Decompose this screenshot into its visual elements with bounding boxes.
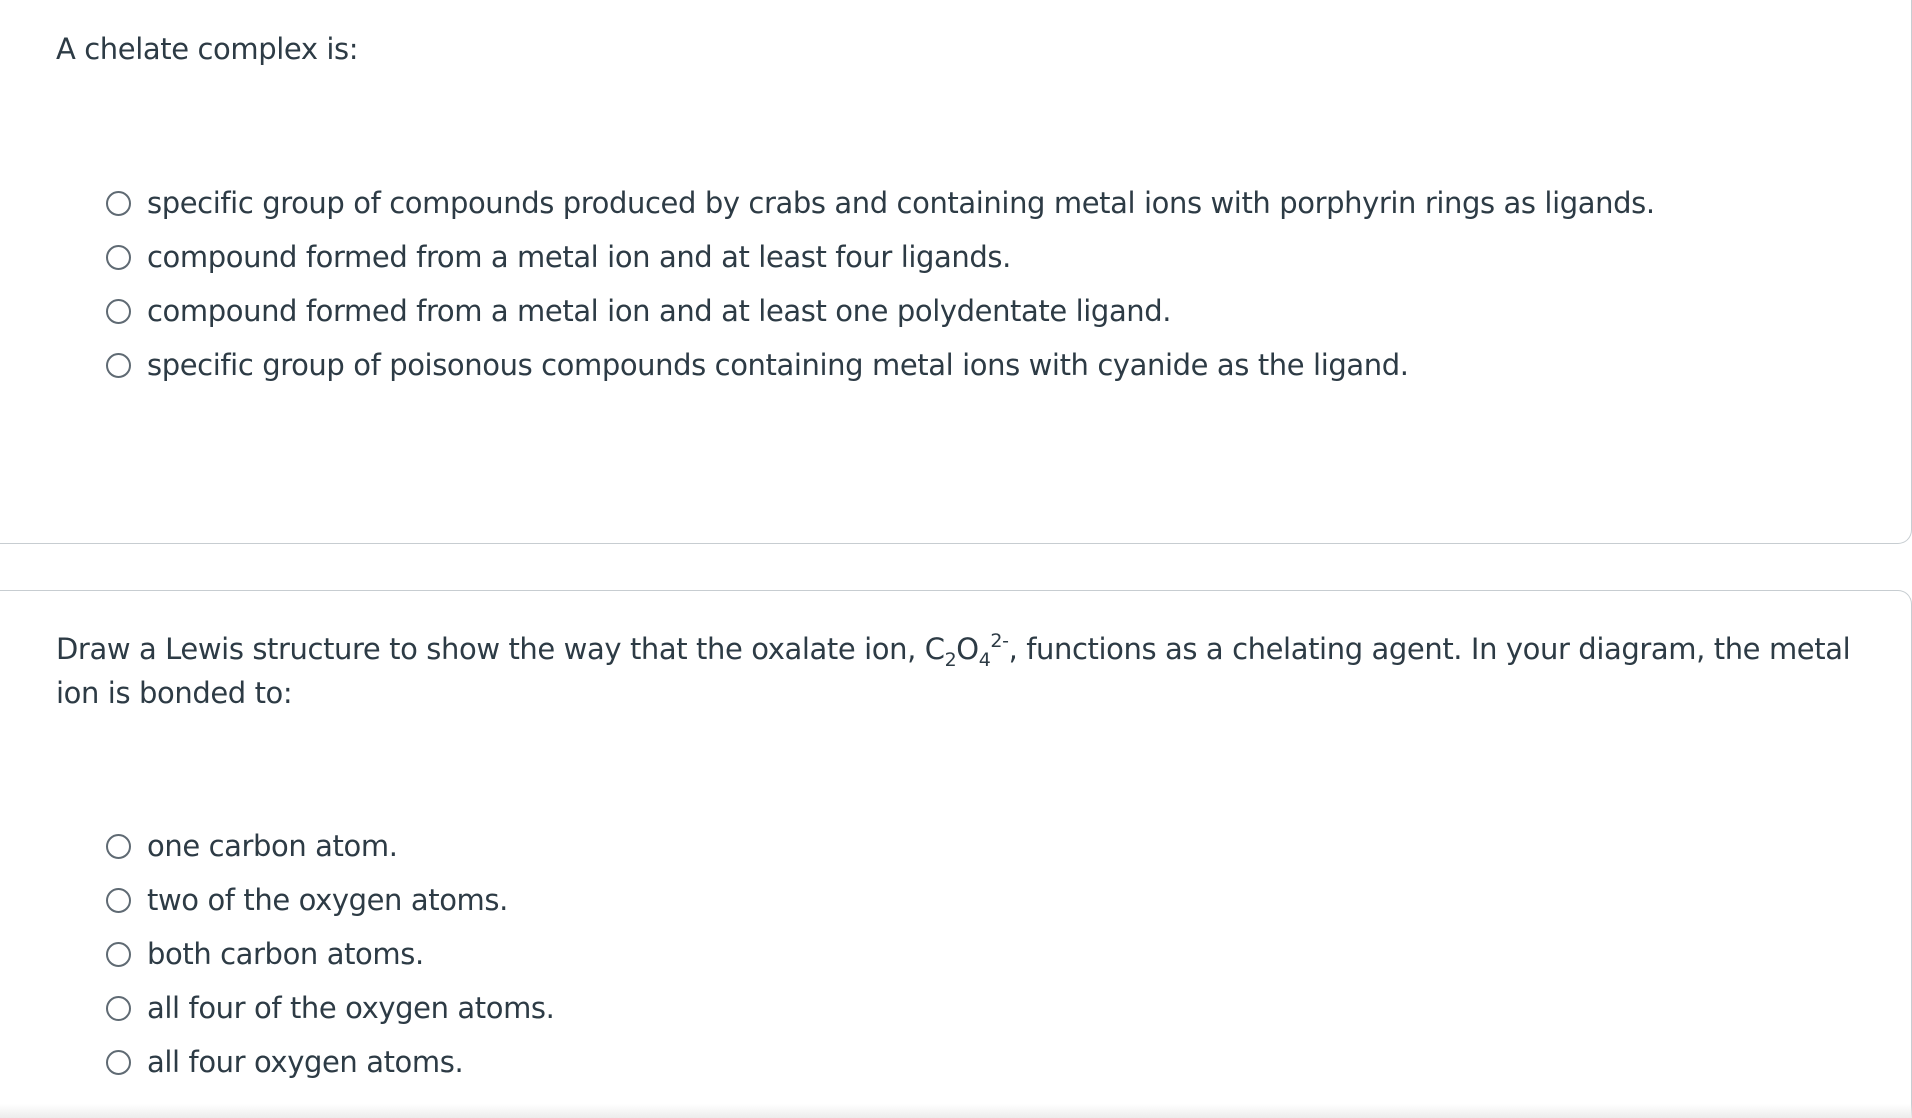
bottom-edge-shadow [0,1104,1912,1118]
answer-label[interactable]: all four of the oxygen atoms. [147,991,555,1025]
answer-option[interactable] [106,338,1655,392]
answer-label[interactable]: one carbon atom. [147,829,398,863]
answer-option[interactable] [106,927,554,981]
answer-label[interactable]: specific group of poisonous compounds containing metal ions with cyanide as the ligand. [147,348,1409,382]
answer-option[interactable] [106,873,554,927]
radio-button[interactable] [106,245,131,270]
question-1-text: A chelate complex is: [56,32,359,66]
question-1 [0,0,1912,544]
answer-option[interactable] [106,284,1655,338]
question-2-text-start: Draw a Lewis structure to show the way that the oxalate ion, C [56,632,945,666]
answer-option[interactable] [106,1035,554,1089]
radio-button[interactable] [106,996,131,1021]
oxygen-symbol: O [956,632,979,666]
answer-label[interactable]: all four oxygen atoms. [147,1045,464,1079]
radio-button[interactable] [106,834,131,859]
subscript-4: 4 [978,649,991,671]
charge-superscript: 2- [990,630,1009,652]
answer-option[interactable] [106,176,1655,230]
answer-label[interactable]: specific group of compounds produced by crabs and containing metal ions with porphyrin rings as ligands. [147,186,1655,220]
radio-button[interactable] [106,888,131,913]
answer-label[interactable]: both carbon atoms. [147,937,424,971]
radio-button[interactable] [106,191,131,216]
radio-button[interactable] [106,299,131,324]
question-1-answers [106,176,1655,392]
radio-button[interactable] [106,1050,131,1075]
radio-button[interactable] [106,942,131,967]
question-2 [0,590,1912,1118]
question-2-text [56,627,1851,715]
answer-option[interactable] [106,819,554,873]
answer-label[interactable]: compound formed from a metal ion and at least four ligands. [147,240,1011,274]
question-2-answers [106,819,554,1089]
answer-option[interactable] [106,981,554,1035]
question-2-text-end: , functions as a chelating agent. In your diagram, the metal ion is bonded to: [56,632,1851,710]
answer-option[interactable] [106,230,1655,284]
answer-label[interactable]: compound formed from a metal ion and at least one polydentate ligand. [147,294,1172,328]
radio-button[interactable] [106,353,131,378]
answer-label[interactable]: two of the oxygen atoms. [147,883,508,917]
subscript-2: 2 [944,649,957,671]
